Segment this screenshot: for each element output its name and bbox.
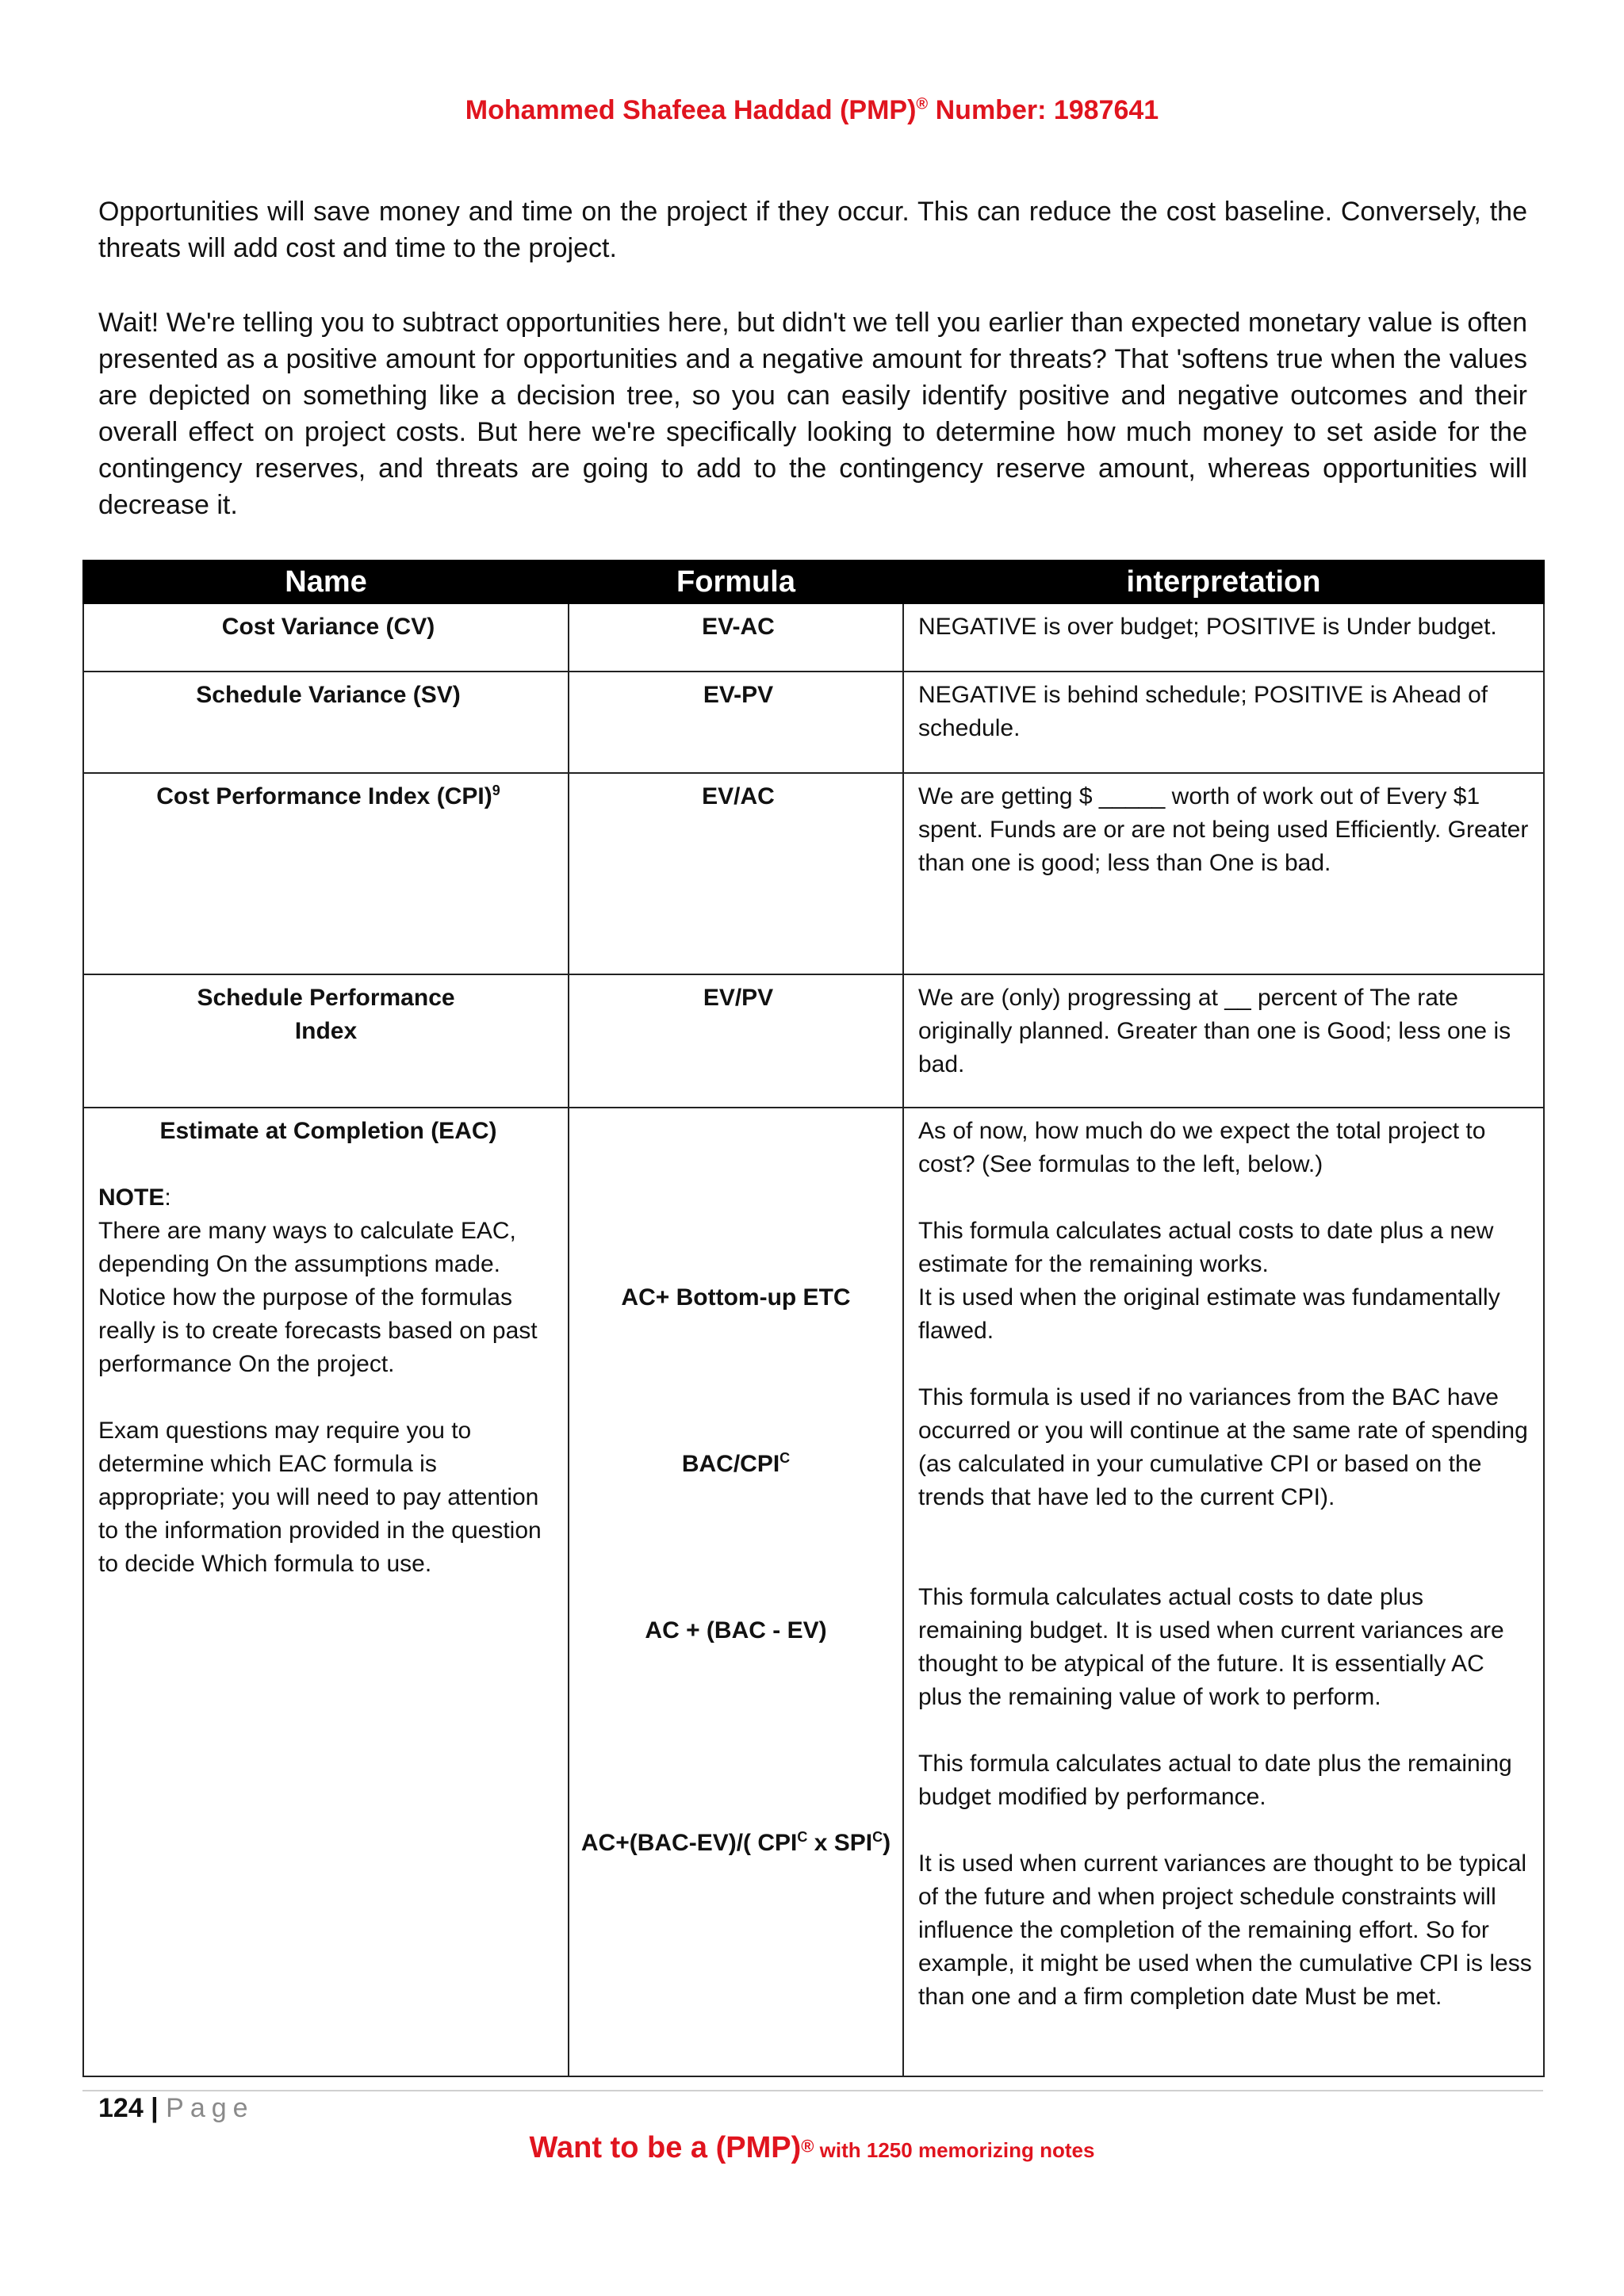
header-registered-mark: ® <box>916 95 929 113</box>
eac-interp-1a: This formula calculates actual costs to date plus a new estimate for the remaining works. <box>918 1218 1494 1277</box>
table-row <box>83 672 1544 773</box>
footnote-ref: 9 <box>492 783 500 798</box>
eac-interp-2: This formula is used if no variances from the BAC have occurred or you will continue at the same rate of spending (as calculated in your cumulative CPI or based on the trends that have led to the current CPI). <box>918 1384 1528 1510</box>
eac-formula-1: AC+ Bottom-up ETC <box>621 1284 851 1311</box>
page-number: 124 | Page <box>98 2093 255 2123</box>
evm-formulas-table <box>82 560 1545 2077</box>
row-formula: EV/AC <box>569 773 903 974</box>
row-name: Cost Variance (CV) <box>83 603 569 672</box>
table-row <box>83 974 1544 1108</box>
paragraph-wait: Wait! We're telling you to subtract opportunities here, but didn't we tell you earlier than expected monetary value is often presented as a positive amount for opportunities and a negative amount for threats? That 'softens true when the values are depicted on something like a decision tree, so you can easily identify positive and negative outcomes and their overall effect on project costs. But here we're specifically looking to determine how much money to set aside for the contingency reserves, and threats are going to add to the contingency reserve amount, whereas opportunities will decrease it. <box>98 308 1527 520</box>
header-name: Mohammed Shafeea Haddad (PMP) <box>465 95 917 125</box>
column-header-interpretation: interpretation <box>903 561 1544 603</box>
row-name: Schedule Variance (SV) <box>83 672 569 773</box>
eac-note-2: Exam questions may require you to determine which EAC formula is appropriate; you will need to pay attention to the information provided in the question to decide Which formula to use. <box>98 1418 542 1577</box>
footer-divider <box>82 2090 1543 2091</box>
eac-formula-cell <box>569 1108 903 2076</box>
row-interpretation: We are getting $ _____ worth of work out of Every $1 spent. Funds are or are not being used Efficiently. Greater than one is good; less than One is bad. <box>903 773 1544 974</box>
table-row-eac <box>83 1108 1544 2076</box>
eac-title: Estimate at Completion (EAC) <box>159 1118 497 1144</box>
eac-formula-4: AC+(BAC-EV)/( $CPI^C$ x $SPI^C$) <box>580 1829 891 1856</box>
row-interpretation: We are (only) progressing at __ percent of The rate originally planned. Greater than one is Good; less one is bad. <box>903 974 1544 1108</box>
eac-note-1: There are many ways to calculate EAC, depending On the assumptions made. Notice how the purpose of the formulas really is to create forecasts based on past performance On the project. <box>98 1218 538 1377</box>
row-name: Schedule Performance Index <box>83 974 569 1108</box>
row-name <box>83 773 569 974</box>
row-formula: EV-PV <box>569 672 903 773</box>
eac-interpretation-cell <box>903 1108 1544 2076</box>
eac-formula-2: BAC/$CPI^C$ <box>681 1450 791 1477</box>
eac-interp-1b: It is used when the original estimate was fundamentally flawed. <box>918 1284 1500 1344</box>
eac-formula-3: AC + (BAC - EV) <box>645 1617 827 1644</box>
eac-note-label: NOTE: <box>98 1184 171 1211</box>
footer-promo <box>0 2131 1624 2165</box>
paragraph-opportunities: Opportunities will save money and time on the project if they occur. This can reduce the cost baseline. Conversely, the threats will add cost and time to the project. <box>98 197 1527 263</box>
promo-subtext: with 1250 memorizing notes <box>814 2138 1095 2162</box>
eac-name-cell <box>83 1108 569 2076</box>
row-formula: EV/PV <box>569 974 903 1108</box>
row-interpretation: NEGATIVE is over budget; POSITIVE is Under budget. <box>903 603 1544 672</box>
page-header <box>0 95 1624 126</box>
row-name-text: Cost Performance Index (CPI) <box>156 783 492 809</box>
eac-interp-3: This formula calculates actual costs to date plus remaining budget. It is used when current variances are thought to be atypical of the future. It is essentially AC plus the remaining value of work to perform. <box>918 1584 1504 1710</box>
table-row <box>83 773 1544 974</box>
table-row <box>83 603 1544 672</box>
eac-interp-4a: This formula calculates actual to date plus the remaining budget modified by performance. <box>918 1751 1512 1810</box>
header-number: Number: 1987641 <box>928 95 1159 125</box>
eac-intro: As of now, how much do we expect the total project to cost? (See formulas to the left, below.) <box>918 1118 1486 1177</box>
eac-interp-4b: It is used when current variances are thought to be typical of the future and when project schedule constraints will influence the completion of the remaining effort. So for example, it might be used when the cumulative CPI is less than one and a firm completion date Must be met. <box>918 1850 1532 2010</box>
table-header-row <box>83 561 1544 603</box>
column-header-name: Name <box>83 561 569 603</box>
promo-registered-mark: ® <box>801 2136 814 2156</box>
column-header-formula: Formula <box>569 561 903 603</box>
row-formula: EV-AC <box>569 603 903 672</box>
row-interpretation: NEGATIVE is behind schedule; POSITIVE is Ahead of schedule. <box>903 672 1544 773</box>
promo-text: Want to be a (PMP) <box>529 2131 802 2164</box>
